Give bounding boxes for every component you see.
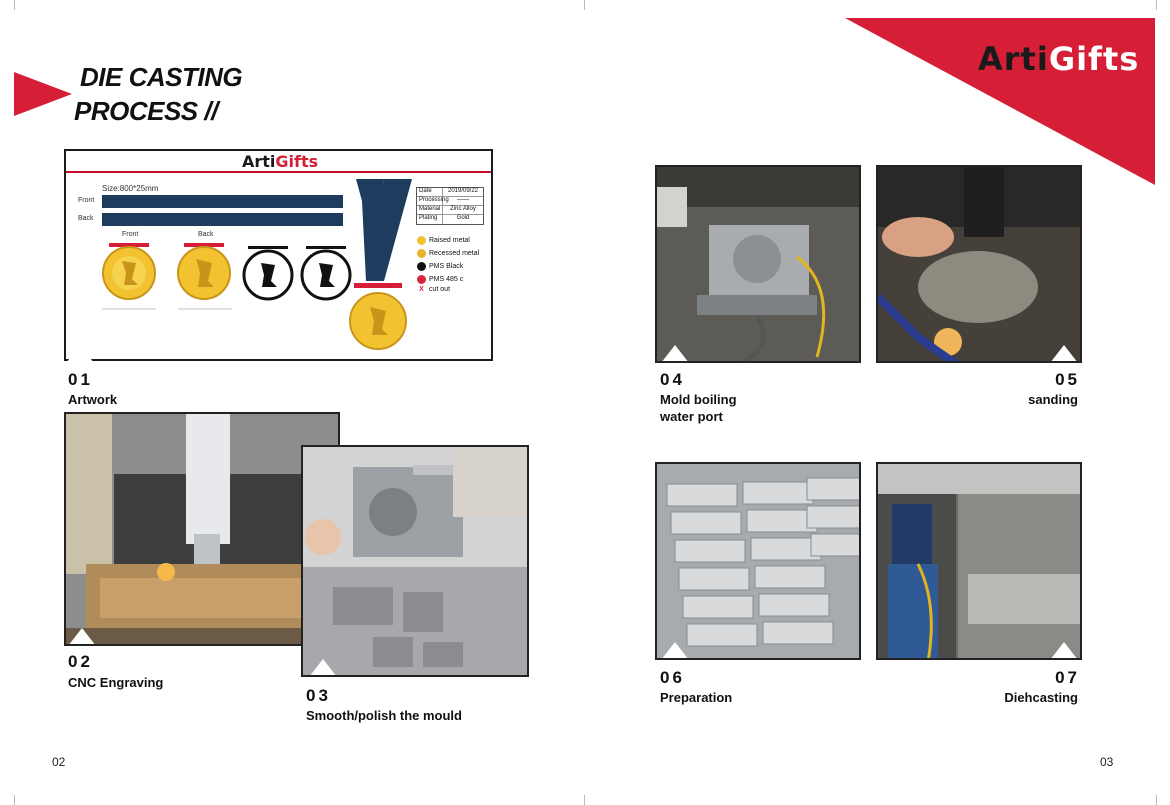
legend-label: PMS Black	[429, 263, 464, 270]
medal-back-label: Back	[198, 231, 214, 238]
legend-label: cut out	[429, 286, 451, 293]
photo-preparation	[655, 462, 861, 660]
marker-triangle	[68, 628, 96, 646]
step-05-label: sanding	[1028, 392, 1078, 407]
recessed-dot-icon	[417, 249, 426, 258]
legend-label: PMS 485 c	[429, 276, 464, 283]
medal-front-label: Front	[122, 231, 139, 238]
spec-row	[417, 215, 483, 224]
step-07-label: Diehcasting	[1004, 690, 1078, 705]
artwork-logo-arti: Arti	[242, 152, 276, 171]
title-line-1: DIE CASTING	[80, 62, 243, 92]
raised-dot-icon	[417, 236, 426, 245]
step-04-number: 04	[660, 370, 685, 389]
strap-back-label: Back	[78, 215, 94, 222]
step-03-number: 03	[306, 686, 331, 705]
spec-row	[417, 197, 483, 206]
step-01-label: Artwork	[68, 392, 118, 407]
black-dot-icon	[417, 262, 426, 271]
marker-triangle	[661, 642, 689, 660]
spec-key: Date	[417, 188, 443, 196]
spec-table	[416, 187, 484, 225]
step-06-label: Preparation	[660, 690, 733, 705]
title-line-2: PROCESS //	[74, 96, 218, 126]
artwork-panel	[64, 149, 493, 361]
logo-text-gifts: Gifts	[1048, 40, 1140, 78]
step-02-label: CNC Engraving	[68, 675, 164, 690]
page-number-left: 02	[52, 755, 66, 769]
photo-sanding	[876, 165, 1082, 363]
photo-mold-boiling	[655, 165, 861, 363]
crop-mark	[14, 0, 15, 10]
legend-label: Recessed metal	[429, 250, 480, 257]
legend-black	[417, 262, 463, 271]
spec-key: Plating	[417, 215, 443, 224]
crop-mark	[584, 0, 585, 10]
logo-text-arti: Arti	[978, 40, 1049, 78]
spec-key: Material	[417, 206, 443, 214]
spec-value: ——	[457, 197, 469, 203]
marker-triangle	[661, 345, 689, 363]
page-number-right: 03	[1100, 755, 1114, 769]
photo-polish-mould	[301, 445, 529, 677]
step-02-number: 02	[68, 652, 93, 671]
step-03-label: Smooth/polish the mould	[306, 708, 462, 723]
spec-value: Gold	[456, 215, 470, 221]
legend-red	[417, 275, 463, 284]
ingots-illustration	[657, 464, 861, 660]
artwork-logo-gifts: Gifts	[275, 152, 319, 171]
step-05-number: 05	[1055, 370, 1080, 389]
crop-mark	[1156, 795, 1157, 805]
diecasting-illustration	[878, 464, 1082, 660]
spec-row	[417, 206, 483, 215]
step-07-number: 07	[1055, 668, 1080, 687]
marker-triangle	[309, 659, 337, 677]
step-01-number: 01	[68, 370, 93, 389]
mold-illustration	[657, 167, 861, 363]
brand-logo	[978, 40, 1139, 78]
marker-triangle	[1050, 345, 1078, 363]
step-04-label: Mold boiling water port	[660, 392, 737, 424]
title-accent-triangle	[14, 72, 72, 116]
step-06-number: 06	[660, 668, 685, 687]
spec-key: Processing	[419, 197, 449, 203]
cnc-machine-illustration	[66, 414, 340, 646]
spec-value: 2019/09/22	[447, 188, 479, 194]
page-title	[74, 60, 242, 128]
size-label: Size:800*25mm	[102, 184, 159, 193]
legend-label: Raised metal	[429, 237, 470, 244]
photo-cnc-engraving	[64, 412, 340, 646]
marker-triangle	[66, 345, 94, 363]
marker-triangle	[1050, 642, 1078, 660]
strap-front-label: Front	[78, 197, 95, 204]
cutout-x-icon: X	[419, 286, 424, 293]
legend-cutout	[417, 286, 450, 293]
crop-mark	[584, 795, 585, 805]
spec-value: Zinc Alloy	[450, 206, 476, 212]
spec-row	[417, 188, 483, 197]
crop-mark	[14, 795, 15, 805]
sanding-illustration	[878, 167, 1082, 363]
crop-mark	[1156, 0, 1157, 10]
mould-illustration	[303, 447, 529, 677]
red-dot-icon	[417, 275, 426, 284]
legend-raised	[417, 236, 470, 245]
legend-recessed	[417, 249, 479, 258]
photo-diecasting	[876, 462, 1082, 660]
